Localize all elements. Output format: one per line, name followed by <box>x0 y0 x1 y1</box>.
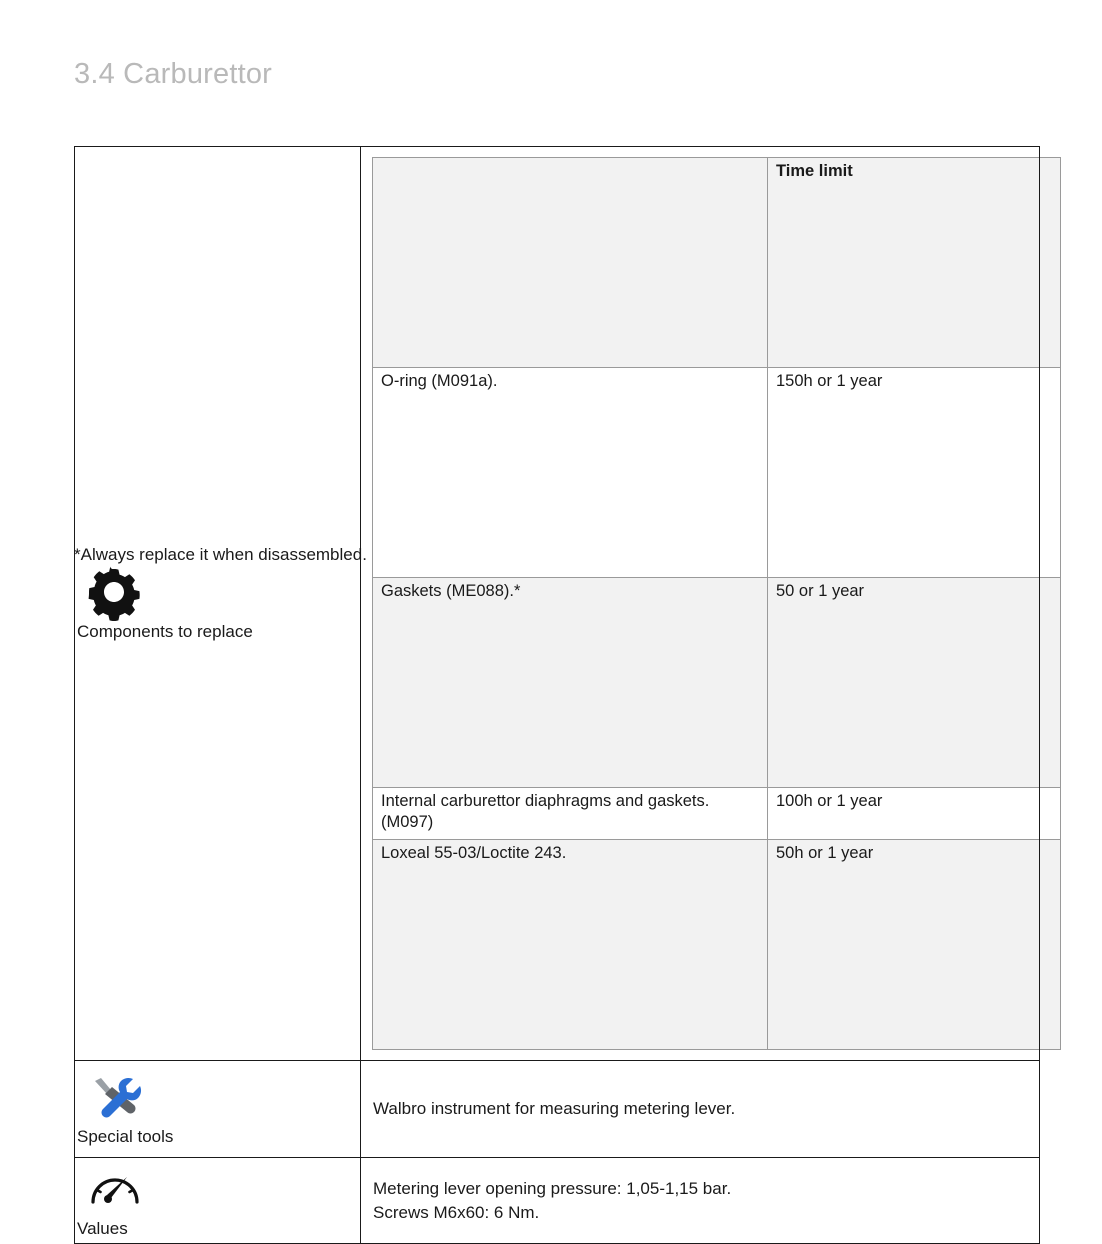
tools-text: Walbro instrument for measuring metering lever. <box>373 1099 736 1118</box>
values-line-2: Screws M6x60: 6 Nm. <box>373 1202 540 1222</box>
cell-time-limit: 150h or 1 year <box>768 368 1061 578</box>
gauge-icon <box>75 1163 143 1215</box>
carburettor-table <box>74 146 1040 1244</box>
values-line-1: Metering lever opening pressure: 1,05-1,15 bar. <box>373 1178 732 1198</box>
table-row <box>75 1061 1040 1158</box>
header-time-limit: Time limit <box>768 158 1061 368</box>
cell-time-limit: 50 or 1 year <box>768 578 1061 788</box>
footnote: *Always replace it when disassembled. <box>74 545 367 564</box>
table-row <box>373 368 1061 578</box>
components-inner-table <box>372 157 1061 1050</box>
cell-time-limit: 100h or 1 year <box>768 788 1061 840</box>
values-label-cell <box>75 1158 361 1244</box>
table-row <box>373 840 1061 1050</box>
table-row <box>373 578 1061 788</box>
cell-item: Internal carburettor diaphragms and gaskets. (M097) <box>373 788 768 840</box>
tools-content-cell <box>361 1061 1040 1158</box>
tools-label-cell <box>75 1061 361 1158</box>
table-header-row <box>373 158 1061 368</box>
header-item <box>373 158 768 368</box>
tools-label: Special tools <box>77 1127 174 1146</box>
components-label: Components to replace <box>77 621 253 641</box>
values-label: Values <box>77 1218 128 1238</box>
table-row <box>75 147 1040 1061</box>
wrench-screwdriver-icon <box>75 1071 143 1123</box>
cell-item: Gaskets (ME088).* <box>373 578 768 788</box>
gear-icon <box>75 566 141 618</box>
cell-item: O-ring (M091a). <box>373 368 768 578</box>
table-row <box>75 1158 1040 1244</box>
cell-item: Loxeal 55-03/Loctite 243. <box>373 840 768 1050</box>
values-content-cell <box>361 1158 1040 1244</box>
page-title: 3.4 Carburettor <box>74 58 273 90</box>
table-row <box>373 788 1061 840</box>
cell-time-limit: 50h or 1 year <box>768 840 1061 1050</box>
components-label-cell <box>75 147 361 1061</box>
components-content-cell <box>361 147 1040 1061</box>
